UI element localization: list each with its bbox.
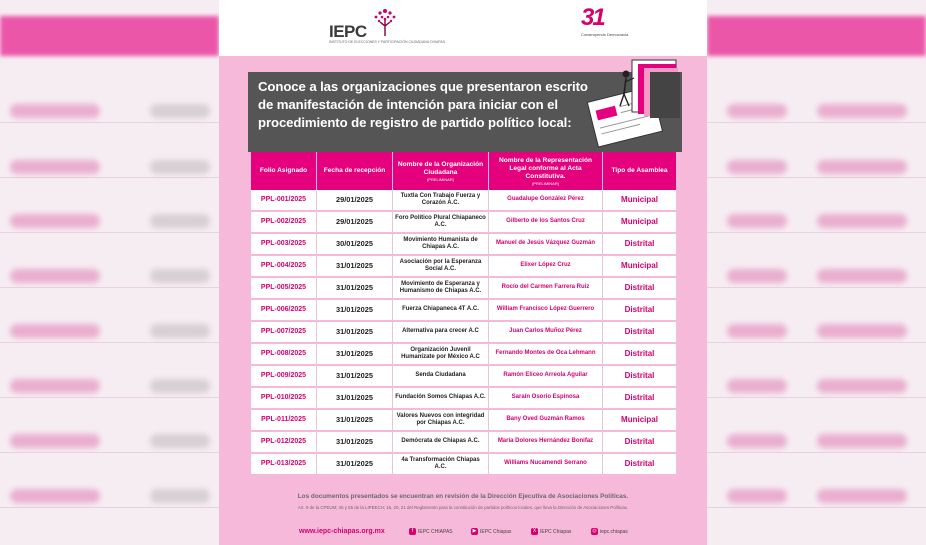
header-fecha-label: Fecha de recepción — [323, 167, 386, 174]
cell-representante: Elixer López Cruz — [489, 256, 603, 278]
cell-tipo-asamblea: Distrital — [603, 454, 677, 476]
table-row — [251, 366, 677, 388]
legal-basis-note: Art. 9 de la CPEUM; 45 y 55 de la LIPEECH; 16, 20, 21 del Reglamento para la constitución de partidos políticos locales, que lleva la Dirección de Asociaciones Políticas. — [297, 505, 629, 510]
cell-folio: PPL-012/2025 — [251, 432, 317, 454]
cell-representante: William Francisco López Guerrero — [489, 300, 603, 322]
cell-organizacion: Demócrata de Chiapas A.C. — [393, 432, 489, 454]
cell-tipo-asamblea: Distrital — [603, 388, 677, 410]
tree-icon — [369, 6, 401, 38]
cell-organizacion: Organización Juvenil Humanízate por México A.C — [393, 344, 489, 366]
table-header-row — [251, 152, 677, 190]
cell-organizacion: Fuerza Chiapaneca 4T A.C. — [393, 300, 489, 322]
cell-organizacion: Valores Nuevos con integridad por Chiapas A.C. — [393, 410, 489, 432]
footer — [219, 528, 707, 538]
background-blur-right — [707, 0, 926, 545]
review-note: Los documentos presentados se encuentran en revisión de la Dirección Ejecutiva de Asociaciones Políticas. — [297, 493, 629, 500]
table-row — [251, 344, 677, 366]
cell-fecha: 31/01/2025 — [317, 366, 393, 388]
cell-organizacion: Asociación por la Esperanza Social A.C. — [393, 256, 489, 278]
cell-folio: PPL-010/2025 — [251, 388, 317, 410]
header-org — [393, 152, 489, 190]
cell-representante: Bany Oved Guzmán Ramos — [489, 410, 603, 432]
headline: Conoce a las organizaciones que presentaron escrito de manifestación de intención para iniciar con el procedimiento de registro de partido político local: — [258, 79, 588, 130]
cell-fecha: 31/01/2025 — [317, 388, 393, 410]
cell-fecha: 31/01/2025 — [317, 256, 393, 278]
header-org-label: Nombre de la Organización Ciudadana — [397, 160, 484, 176]
instagram-link[interactable] — [591, 528, 628, 535]
cell-tipo-asamblea: Municipal — [603, 256, 677, 278]
logo-subtitle: INSTITUTO DE ELECCIONES Y PARTICIPACIÓN CIUDADANA CHIAPAS — [329, 40, 446, 44]
background-blur-left — [0, 0, 219, 545]
anniversary-logo — [579, 4, 629, 48]
website-link[interactable]: www.iepc-chiapas.org.mx — [299, 528, 385, 535]
header-rep-preliminar: (PRELIMINAR) — [531, 180, 560, 186]
cell-fecha: 31/01/2025 — [317, 432, 393, 454]
x-icon: X — [532, 528, 537, 534]
x-link[interactable] — [531, 528, 571, 535]
cell-tipo-asamblea: Municipal — [603, 212, 677, 234]
header-org-preliminar: (PRELIMINAR) — [426, 176, 455, 182]
header-rep-label: Nombre de la Representación Legal conforme al Acta Constitutiva. — [498, 156, 593, 180]
table-row — [251, 256, 677, 278]
cell-organizacion: Movimiento de Esperanza y Humanismo de Chiapas A.C. — [393, 278, 489, 300]
youtube-link[interactable] — [471, 528, 511, 535]
header-folio — [251, 152, 317, 190]
logo-wordmark: IEPC — [329, 22, 367, 41]
table-row — [251, 212, 677, 234]
table-row — [251, 278, 677, 300]
cell-representante: Saraín Osorio Espinosa — [489, 388, 603, 410]
cell-tipo-asamblea: Distrital — [603, 344, 677, 366]
cell-tipo-asamblea: Distrital — [603, 322, 677, 344]
table-row — [251, 300, 677, 322]
cell-organizacion: 4a Transformación Chiapas A.C. — [393, 454, 489, 476]
cell-tipo-asamblea: Distrital — [603, 234, 677, 256]
facebook-icon: f — [409, 528, 416, 535]
header-folio-label: Folio Asignado — [259, 167, 308, 174]
cell-fecha: 31/01/2025 — [317, 322, 393, 344]
table-row — [251, 190, 677, 212]
youtube-label: IEPC Chiapas — [480, 528, 512, 535]
announcement-poster — [219, 0, 707, 545]
anniversary-number: 31 — [581, 4, 604, 31]
cell-representante: Rocío del Carmen Farrera Ruiz — [489, 278, 603, 300]
cell-fecha: 31/01/2025 — [317, 454, 393, 476]
youtube-icon: ▶ — [472, 528, 477, 534]
cell-organizacion: Foro Político Plural Chiapaneco A.C. — [393, 212, 489, 234]
cell-folio: PPL-001/2025 — [251, 190, 317, 212]
facebook-label: IEPC CHIAPAS — [418, 528, 453, 535]
header-tipo-label: Tipo de Asamblea — [611, 167, 668, 174]
cell-folio: PPL-008/2025 — [251, 344, 317, 366]
cell-folio: PPL-009/2025 — [251, 366, 317, 388]
cell-representante: Gilberto de los Santos Cruz — [489, 212, 603, 234]
iepc-logo — [329, 6, 446, 48]
x-label: IEPC Chiapas — [540, 528, 572, 535]
anniversary-text: Construyendo Democracia — [581, 32, 629, 37]
cell-fecha: 31/01/2025 — [317, 344, 393, 366]
cell-fecha: 31/01/2025 — [317, 278, 393, 300]
cell-tipo-asamblea: Distrital — [603, 366, 677, 388]
cell-tipo-asamblea: Distrital — [603, 432, 677, 454]
poster-header — [219, 0, 707, 56]
cell-folio: PPL-006/2025 — [251, 300, 317, 322]
organizations-table — [251, 152, 677, 476]
cell-folio: PPL-011/2025 — [251, 410, 317, 432]
cell-tipo-asamblea: Distrital — [603, 300, 677, 322]
facebook-link[interactable] — [409, 528, 453, 535]
cell-folio: PPL-013/2025 — [251, 454, 317, 476]
table-row — [251, 388, 677, 410]
table-row — [251, 432, 677, 454]
instagram-label: iepc.chiapas — [600, 528, 628, 535]
cell-fecha: 31/01/2025 — [317, 410, 393, 432]
cell-representante: Juan Carlos Muñoz Pérez — [489, 322, 603, 344]
cell-fecha: 31/01/2025 — [317, 300, 393, 322]
table-row — [251, 322, 677, 344]
table-row — [251, 454, 677, 476]
header-rep — [489, 152, 603, 190]
cell-folio: PPL-005/2025 — [251, 278, 317, 300]
cell-folio: PPL-002/2025 — [251, 212, 317, 234]
cell-tipo-asamblea: Distrital — [603, 278, 677, 300]
cell-folio: PPL-004/2025 — [251, 256, 317, 278]
header-tipo — [603, 152, 677, 190]
cell-tipo-asamblea: Municipal — [603, 190, 677, 212]
cell-fecha: 29/01/2025 — [317, 212, 393, 234]
cell-representante: María Dolores Hernández Bonifaz — [489, 432, 603, 454]
table-row — [251, 410, 677, 432]
instagram-icon: ◎ — [592, 528, 597, 534]
cell-organizacion: Fundación Somos Chiapas A.C. — [393, 388, 489, 410]
table-row — [251, 234, 677, 256]
cell-organizacion: Tuxtla Con Trabajo Fuerza y Corazón A.C. — [393, 190, 489, 212]
cell-organizacion: Movimiento Humanista de Chiapas A.C. — [393, 234, 489, 256]
header-fecha — [317, 152, 393, 190]
cell-organizacion: Alternativa para crecer A.C — [393, 322, 489, 344]
cell-organizacion: Senda Ciudadana — [393, 366, 489, 388]
cell-representante: Williams Nucamendi Serrano — [489, 454, 603, 476]
cell-representante: Fernando Montes de Oca Lehmann — [489, 344, 603, 366]
cell-tipo-asamblea: Municipal — [603, 410, 677, 432]
cell-representante: Guadalupe González Pérez — [489, 190, 603, 212]
cell-representante: Manuel de Jesús Vázquez Guzmán — [489, 234, 603, 256]
cell-fecha: 30/01/2025 — [317, 234, 393, 256]
cell-folio: PPL-007/2025 — [251, 322, 317, 344]
cell-fecha: 29/01/2025 — [317, 190, 393, 212]
cell-folio: PPL-003/2025 — [251, 234, 317, 256]
cell-representante: Ramón Eliceo Arreola Aguilar — [489, 366, 603, 388]
folders-illustration — [574, 52, 686, 148]
